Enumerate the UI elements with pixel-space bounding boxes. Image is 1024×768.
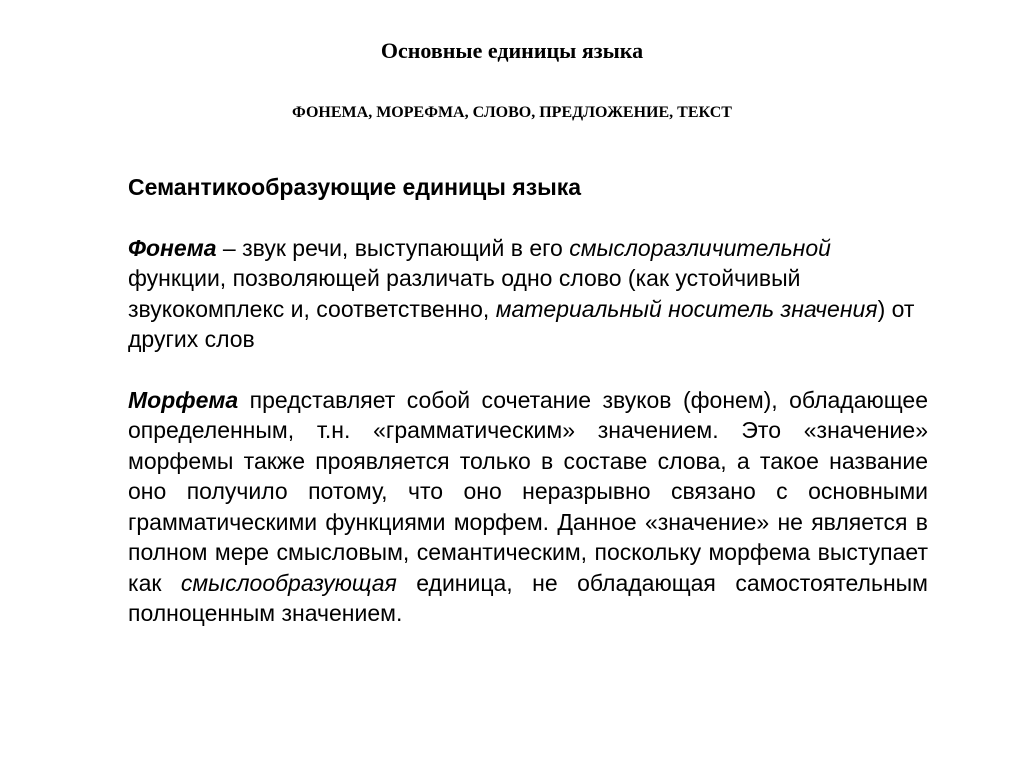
morpheme-term: Морфема: [128, 386, 239, 413]
phoneme-emphasis-1: смыслоразличительной: [569, 234, 831, 261]
morpheme-paragraph: [128, 385, 928, 629]
slide-content: [128, 172, 928, 629]
slide-title: Основные единицы языка: [380, 38, 644, 63]
phoneme-text-1: – звук речи, выступающий в его: [216, 234, 570, 261]
phoneme-emphasis-2: материальный носитель значения: [495, 295, 878, 322]
morpheme-emphasis-1: смыслообразующая: [180, 569, 397, 596]
morpheme-text-1: представляет собой сочетание звуков (фонем), обладающее определенным, т.н. «грамматическим» значением. Это «значение» морфемы также проявляется только в составе слова, а такое название оно получило потому, что оно неразрывно связано с основными грамматическими функциями морфем. Данное «значение» не является в полном мере смысловым, семантическим, поскольку морфема выступает как: [128, 386, 928, 596]
phoneme-term: Фонема: [128, 234, 217, 261]
phoneme-paragraph: [128, 233, 928, 355]
phoneme-text-3: ) от других слов: [128, 295, 915, 352]
phoneme-text-2: функции, позволяющей различать одно слово (как устойчивый звукокомплекс и, соответственно,: [128, 265, 801, 322]
morpheme-text-2: единица, не обладающая самостоятельным полноценным значением.: [128, 569, 928, 626]
slide-subtitle: ФОНЕМА, МОРЕФМА, СЛОВО, ПРЕДЛОЖЕНИЕ, ТЕКСТ: [292, 104, 732, 121]
section-heading: Семантикообразующие единицы языка: [128, 174, 582, 200]
